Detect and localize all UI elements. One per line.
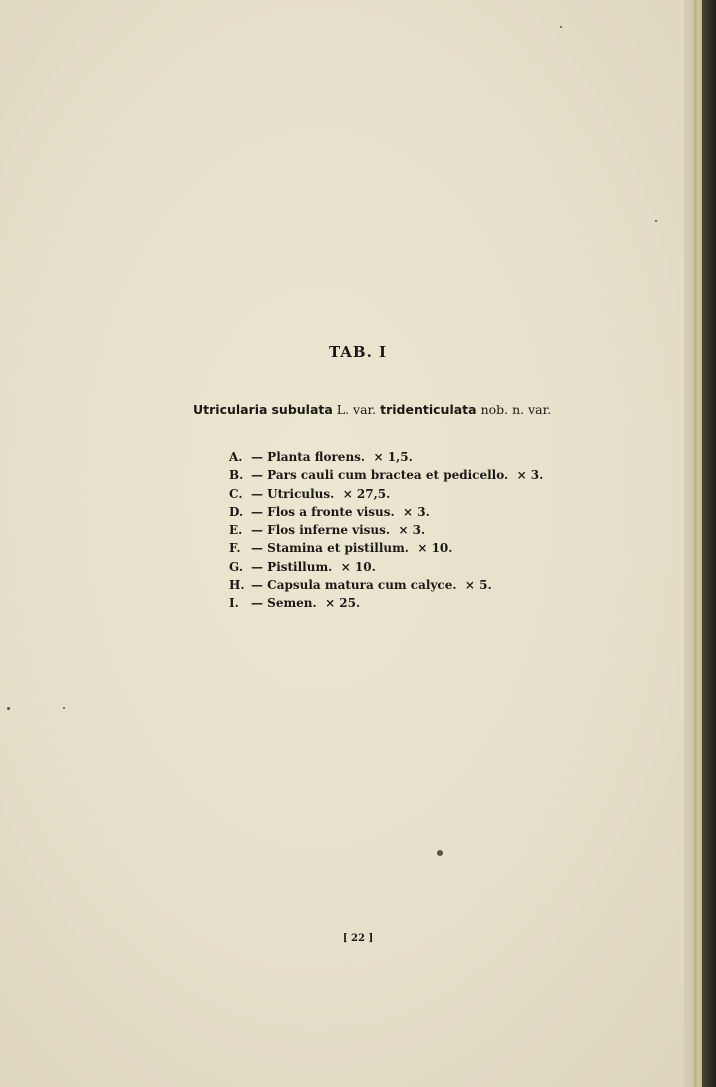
figure-magnification: × 10. — [417, 541, 453, 556]
explanation-item — [229, 448, 543, 466]
figure-letter: A. — [229, 450, 243, 464]
page-number: [ 22 ] — [342, 933, 374, 944]
figure-magnification: × 3. — [403, 504, 430, 519]
figure-description: — Stamina et pistillum. — [251, 541, 409, 556]
figure-letter: G. — [229, 559, 243, 574]
paper-speck — [655, 220, 657, 222]
species-epithet: subulata — [271, 402, 333, 417]
figure-letter: B. — [229, 468, 244, 483]
plate-title: TAB. I — [328, 343, 388, 361]
explanation-item — [229, 521, 543, 539]
figure-explanation-list — [229, 448, 543, 613]
explanation-item — [229, 539, 543, 557]
figure-letter: I. — [229, 596, 239, 611]
figure-description: — Pistillum. — [251, 559, 333, 574]
binding-shadow — [702, 0, 716, 1087]
figure-letter: E. — [229, 523, 243, 538]
figure-description: — Flos inferne visus. — [251, 523, 391, 538]
explanation-item — [229, 594, 543, 612]
species-author: L. var. — [336, 402, 377, 417]
explanation-item — [229, 485, 543, 503]
figure-description: — Capsula matura cum calyce. — [251, 578, 457, 593]
figure-description: — Utriculus. — [251, 486, 335, 501]
explanation-item — [229, 576, 543, 594]
species-variety: tridenticulata — [380, 402, 477, 417]
figure-description: — Planta florens. — [251, 450, 366, 464]
figure-letter: H. — [229, 578, 245, 593]
figure-description: — Flos a fronte visus. — [251, 504, 395, 519]
figure-magnification: × 5. — [464, 578, 492, 593]
species-suffix: nob. n. var. — [480, 402, 552, 417]
figure-description: — Semen. — [251, 596, 317, 611]
figure-letter: C. — [229, 486, 243, 501]
paper-speck — [7, 707, 10, 710]
paper-speck — [560, 26, 562, 28]
explanation-item — [229, 466, 543, 484]
figure-magnification: × 1,5. — [373, 450, 413, 464]
explanation-item — [229, 503, 543, 521]
species-genus: Utricularia — [193, 402, 268, 417]
figure-letter: F. — [229, 541, 241, 556]
paper-speck — [63, 707, 65, 709]
explanation-item — [229, 558, 543, 576]
figure-magnification: × 27,5. — [342, 486, 391, 501]
figure-magnification: × 3. — [398, 523, 426, 538]
species-name-line — [193, 402, 613, 417]
figure-magnification: × 3. — [516, 468, 544, 483]
paper-speck — [437, 850, 443, 856]
figure-magnification: × 10. — [340, 559, 376, 574]
figure-magnification: × 25. — [325, 596, 361, 611]
figure-letter: D. — [229, 504, 244, 519]
figure-description: — Pars cauli cum bractea et pedicello. — [251, 468, 509, 483]
